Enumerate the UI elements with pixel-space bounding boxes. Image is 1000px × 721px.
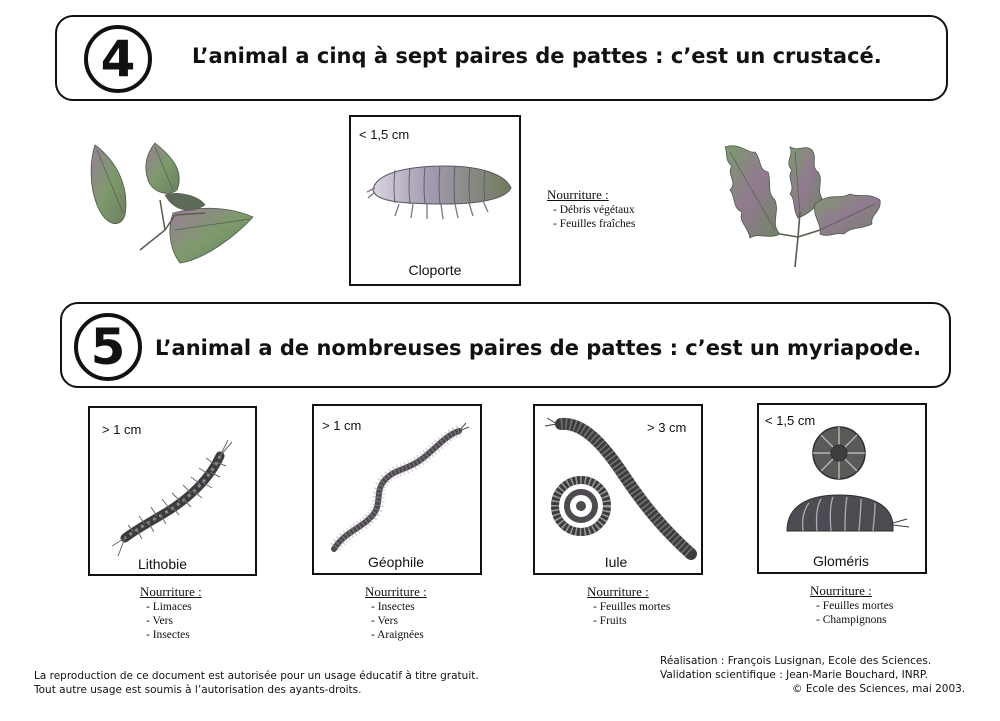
- food-title: Nourriture :: [140, 584, 202, 599]
- food-title: Nourriture :: [810, 583, 872, 598]
- pill-millipede-icon: [781, 419, 916, 539]
- food-item: - Fruits: [593, 615, 627, 627]
- footer-copyright: © Ecole des Sciences, mai 2003.: [792, 683, 966, 695]
- food-item: - Vers: [371, 615, 398, 627]
- geophilus-icon: [324, 421, 474, 556]
- food-title: Nourriture :: [365, 584, 427, 599]
- footer-license-line2: Tout autre usage est soumis à l’autorisation des ayants-droits.: [34, 684, 362, 696]
- centipede-icon: [110, 438, 240, 558]
- glomeris-name: Gloméris: [812, 553, 869, 569]
- food-item: - Insectes: [146, 629, 190, 641]
- cloporte-size: < 1,5 cm: [359, 127, 410, 142]
- footer-license-line1: La reproduction de ce document est autorisée pour un usage éducatif à titre gratuit.: [34, 670, 479, 682]
- woodlouse-icon: [365, 162, 515, 222]
- geophile-food: [365, 584, 427, 642]
- poplar-leaf-icon: [85, 135, 260, 265]
- iule-name: Iule: [604, 554, 628, 570]
- cloporte-food: [547, 187, 635, 231]
- food-item: - Champignons: [816, 614, 887, 626]
- food-item: - Feuilles mortes: [593, 601, 671, 613]
- food-item: - Débris végétaux: [553, 204, 635, 216]
- food-item: - Limaces: [146, 601, 192, 613]
- glomeris-card: [757, 403, 927, 574]
- section-4-headline: L’animal a cinq à sept paires de pattes : c’est un crustacé.: [192, 44, 882, 68]
- oak-leaf-icon: [720, 142, 890, 272]
- food-title: Nourriture :: [547, 187, 609, 202]
- food-item: - Araignées: [371, 629, 424, 641]
- food-item: - Feuilles mortes: [816, 600, 894, 612]
- lithobie-food: [140, 584, 202, 642]
- geophile-card: [312, 404, 482, 575]
- footer-license: [34, 669, 479, 697]
- footer-credits: [660, 654, 965, 696]
- geophile-name: Géophile: [367, 554, 425, 570]
- lithobie-size: > 1 cm: [102, 422, 142, 437]
- millipede-icon: [543, 414, 699, 564]
- section-5-headline: L’animal a de nombreuses paires de pattes : c’est un myriapode.: [155, 336, 922, 360]
- lithobie-name: Lithobie: [137, 556, 188, 572]
- food-item: - Insectes: [371, 601, 415, 613]
- geophile-size: > 1 cm: [322, 418, 362, 433]
- section-4-number: 4: [84, 25, 152, 93]
- section-5-banner: [60, 302, 951, 388]
- footer-credits-line1: Réalisation : François Lusignan, Ecole des Sciences.: [660, 655, 932, 667]
- footer-credits-line2: Validation scientifique : Jean-Marie Bouchard, INRP.: [660, 669, 928, 681]
- cloporte-name: Cloporte: [408, 262, 462, 278]
- lithobie-card: [88, 406, 257, 576]
- food-item: - Vers: [146, 615, 173, 627]
- iule-card: [533, 404, 703, 575]
- section-4-banner: [55, 15, 948, 101]
- section-5-number: 5: [74, 313, 142, 381]
- iule-size: > 3 cm: [647, 420, 687, 435]
- iule-food: [587, 584, 670, 628]
- food-item: - Feuilles fraîches: [553, 218, 636, 230]
- glomeris-size: < 1,5 cm: [765, 413, 816, 428]
- glomeris-food: [810, 583, 893, 627]
- cloporte-card: [349, 115, 521, 286]
- food-title: Nourriture :: [587, 584, 649, 599]
